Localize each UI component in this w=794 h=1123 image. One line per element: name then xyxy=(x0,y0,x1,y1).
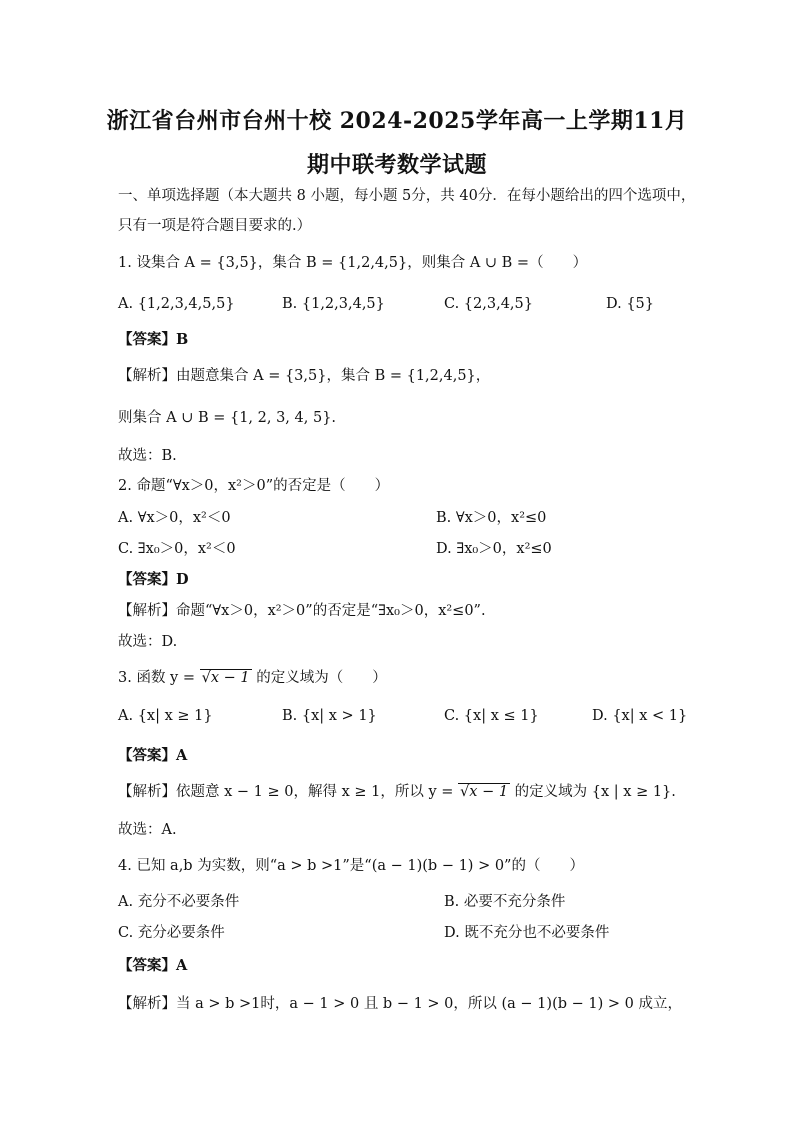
question-3-conclusion: 故选：A. xyxy=(118,822,177,838)
section-heading-line-1: 一、单项选择题（本大题共 8 小题，每小题 5分，共 40分．在每小题给出的四个选项中， xyxy=(118,188,696,204)
question-4-stem: 4. 已知 a,b 为实数，则“a > b >1”是“(a − 1)(b − 1) > 0”的（ ） xyxy=(118,858,584,874)
question-3-option-c: C. {x| x ≤ 1} xyxy=(444,708,539,724)
question-3-stem-radicand: x − 1 xyxy=(210,670,250,686)
title-line-1: 浙江省台州市台州十校 2024-2025学年高一上学期11月 xyxy=(106,108,688,134)
question-1-analysis-line-2: 则集合 A ∪ B = {1, 2, 3, 4, 5}. xyxy=(118,410,337,426)
question-3-stem-suffix: 的定义域为（ ） xyxy=(251,670,387,686)
question-1-stem: 1. 设集合 A = {3,5}，集合 B = {1,2,4,5}，则集合 A ∪ B =（ ） xyxy=(118,255,588,271)
question-4-option-b: B. 必要不充分条件 xyxy=(444,894,566,910)
question-3-analysis-prefix: 【解析】依题意 x − 1 ≥ 0，解得 x ≥ 1，所以 y = xyxy=(118,784,459,800)
question-2-option-d: D. ∃x₀＞0，x²≤0 xyxy=(436,541,552,557)
question-1-option-c: C. {2,3,4,5} xyxy=(444,296,533,312)
question-2-option-c: C. ∃x₀＞0，x²＜0 xyxy=(118,541,236,557)
question-2-option-a: A. ∀x＞0，x²＜0 xyxy=(118,510,231,526)
question-2-stem: 2. 命题“∀x＞0，x²＞0”的否定是（ ） xyxy=(118,478,390,494)
question-3-analysis xyxy=(118,782,676,802)
section-heading-line-2: 只有一项是符合题目要求的.） xyxy=(118,218,312,234)
sqrt-symbol: √x − 1 xyxy=(201,670,250,686)
question-1-analysis-line-1: 【解析】由题意集合 A = {3,5}，集合 B = {1,2,4,5}， xyxy=(118,368,491,384)
question-4-option-c: C. 充分必要条件 xyxy=(118,925,225,941)
question-1-conclusion: 故选：B. xyxy=(118,448,177,464)
question-3-analysis-radicand: x − 1 xyxy=(469,784,509,800)
question-3-answer: 【答案】A xyxy=(118,747,188,764)
question-4-answer: 【答案】A xyxy=(118,957,188,974)
question-2-conclusion: 故选：D. xyxy=(118,634,178,650)
title-line-2: 期中联考数学试题 xyxy=(306,152,487,178)
question-4-analysis: 【解析】当 a > b >1时，a − 1 > 0 且 b − 1 > 0，所以 (a − 1)(b − 1) > 0 成立， xyxy=(118,996,682,1012)
question-1-option-b: B. {1,2,3,4,5} xyxy=(282,296,385,312)
question-1-option-d: D. {5} xyxy=(606,296,655,312)
question-3-analysis-suffix: 的定义域为 {x | x ≥ 1}. xyxy=(510,784,676,800)
question-3-option-a: A. {x| x ≥ 1} xyxy=(118,708,213,724)
question-4-option-d: D. 既不充分也不必要条件 xyxy=(444,925,610,941)
question-4-option-a: A. 充分不必要条件 xyxy=(118,894,240,910)
sqrt-symbol: √x − 1 xyxy=(460,784,509,800)
question-3-stem-prefix: 3. 函数 y = xyxy=(118,670,200,686)
question-1-option-a: A. {1,2,3,4,5,5} xyxy=(118,296,235,312)
question-3-option-b: B. {x| x > 1} xyxy=(282,708,377,724)
question-1-answer: 【答案】B xyxy=(118,331,189,348)
question-2-answer: 【答案】D xyxy=(118,571,189,588)
question-3-stem xyxy=(118,668,387,688)
question-2-analysis: 【解析】命题“∀x＞0，x²＞0”的否定是“∃x₀＞0，x²≤0”. xyxy=(118,603,486,619)
question-2-option-b: B. ∀x＞0，x²≤0 xyxy=(436,510,547,526)
question-3-option-d: D. {x| x < 1} xyxy=(592,708,688,724)
